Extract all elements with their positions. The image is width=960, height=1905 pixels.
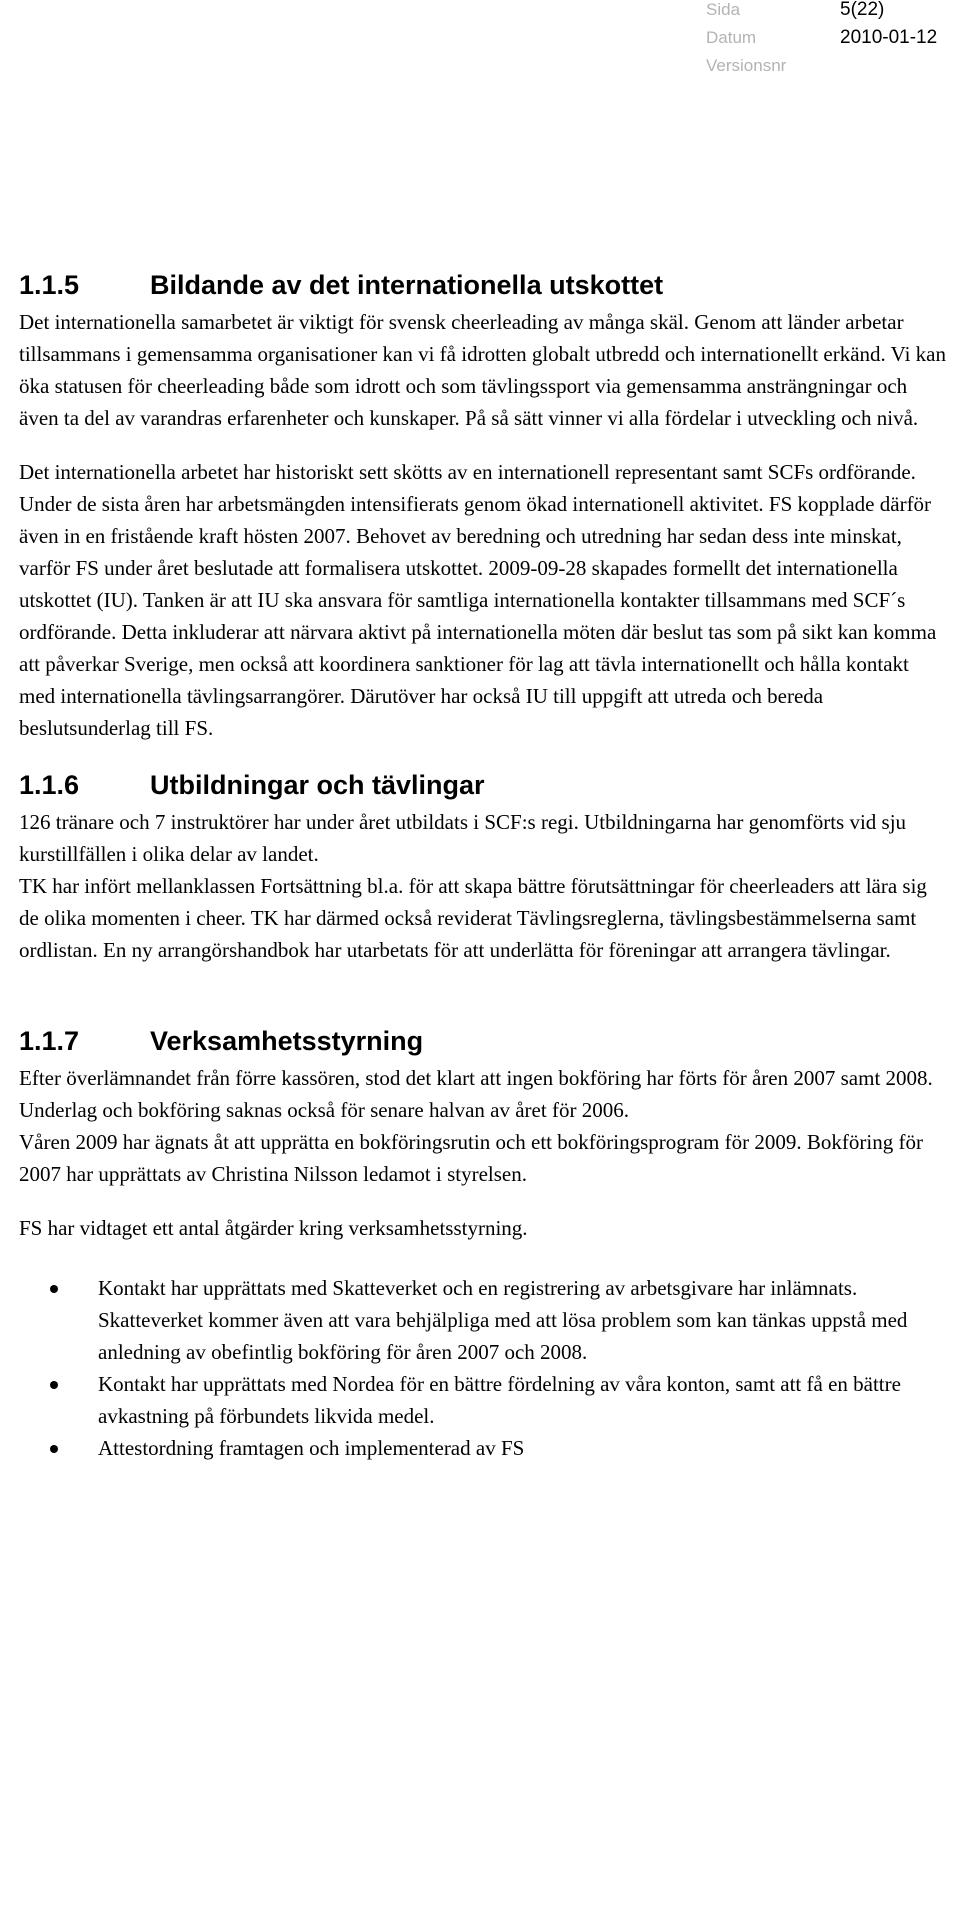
bullet-icon	[50, 1285, 58, 1293]
date-label: Datum	[706, 28, 757, 47]
list-item-text: Kontakt har upprättats med Skatteverket och en registrering av arbetsgivare har inlämnats. Skatteverket kommer även att vara behjälpliga med att lösa problem som kan tänkas uppstå med anledning av obefintlig bokföring för åren 2007 och 2008.	[98, 1276, 908, 1364]
list-item-text: Attestordning framtagen och implementerad av FS	[98, 1436, 525, 1460]
header-date-row	[706, 28, 937, 48]
section-heading-1-1-6	[19, 768, 949, 802]
paragraph: Det internationella arbetet har historiskt sett skötts av en internationell representant samt SCFs ordförande. Under de sista åren har arbetsmängden intensifierats genom ökad internationell aktivitet. FS kopplade därför även in en fristående kraft hösten 2007. Behovet av beredning och utredning har sedan dess inte minskat, varför FS under året beslutade att formalisera utskottet. 2009-09-28 skapades formellt det internationella utskottet (IU). Tanken är att IU ska ansvara för samtliga internationella kontakter tillsammans med SCF´s ordförande. Detta inkluderar att närvara aktivt på internationella möten där beslut tas som på sikt kan komma att påverkar Sverige, men också att koordinera sanktioner för lag att tävla internationellt och hålla kontakt med internationella tävlingsarrangörer. Därutöver har också IU till uppgift att utreda och bereda beslutsunderlag till FS.	[19, 460, 937, 740]
list-item-text: Kontakt har upprättats med Nordea för en bättre fördelning av våra konton, samt att få en bättre avkastning på förbundets likvida medel.	[98, 1372, 901, 1428]
date-value: 2010-01-12	[840, 27, 938, 48]
section-number: 1.1.5	[19, 270, 80, 300]
paragraph: TK har infört mellanklassen Fortsättning bl.a. för att skapa bättre förutsättningar för cheerleaders att lära sig de olika momenten i cheer. TK har därmed också reviderat Tävlingsreglerna, tävlingsbestämmelserna samt ordlistan. En ny arrangörshandbok har utarbetats för att underlätta för föreningar att arrangera tävlingar.	[19, 874, 927, 962]
paragraph: Efter överlämnandet från förre kassören, stod det klart att ingen bokföring har förts för åren 2007 samt 2008.	[19, 1066, 933, 1090]
bullet-list	[19, 1272, 949, 1464]
header-version-row	[706, 56, 840, 76]
version-label: Versionsnr	[706, 56, 787, 75]
bullet-icon	[50, 1381, 58, 1389]
section-number: 1.1.6	[19, 770, 80, 800]
section-heading-1-1-5	[19, 268, 949, 302]
paragraph: Det internationella samarbetet är viktigt för svensk cheerleading av många skäl. Genom att länder arbetar tillsammans i gemensamma organisationer kan vi få idrotten globalt utbredd och internationellt erkänd. Vi kan öka statusen för cheerleading både som idrott och som tävlingssport via gemensamma ansträngningar och även ta del av varandras erfarenheter och kunskaper. På så sätt vinner vi alla fördelar i utveckling och nivå.	[19, 310, 946, 430]
section-number: 1.1.7	[19, 1026, 80, 1056]
bullet-icon	[50, 1445, 58, 1453]
section-heading-1-1-7	[19, 1024, 949, 1058]
paragraph: Våren 2009 har ägnats åt att upprätta en bokföringsrutin och ett bokföringsprogram för 2009. Bokföring för 2007 har upprättats av Christina Nilsson ledamot i styrelsen.	[19, 1130, 923, 1186]
paragraph: 126 tränare och 7 instruktörer har under året utbildats i SCF:s regi. Utbildningarna har genomförts vid sju kurstillfällen i olika delar av landet.	[19, 810, 907, 866]
page-number: 5(22)	[840, 0, 885, 20]
list-item	[19, 1432, 949, 1464]
paragraph: Underlag och bokföring saknas också för senare halvan av året för 2006.	[19, 1098, 629, 1122]
list-item	[19, 1368, 949, 1432]
section-title: Bildande av det internationella utskottet	[150, 270, 664, 300]
page-header	[0, 0, 960, 90]
document-body	[19, 268, 949, 1464]
list-item	[19, 1272, 949, 1368]
page-label: Sida	[706, 0, 741, 19]
header-page-row	[706, 0, 884, 20]
paragraph: FS har vidtaget ett antal åtgärder kring verksamhetsstyrning.	[19, 1216, 528, 1240]
section-title: Verksamhetsstyrning	[150, 1026, 424, 1056]
section-title: Utbildningar och tävlingar	[150, 770, 485, 800]
